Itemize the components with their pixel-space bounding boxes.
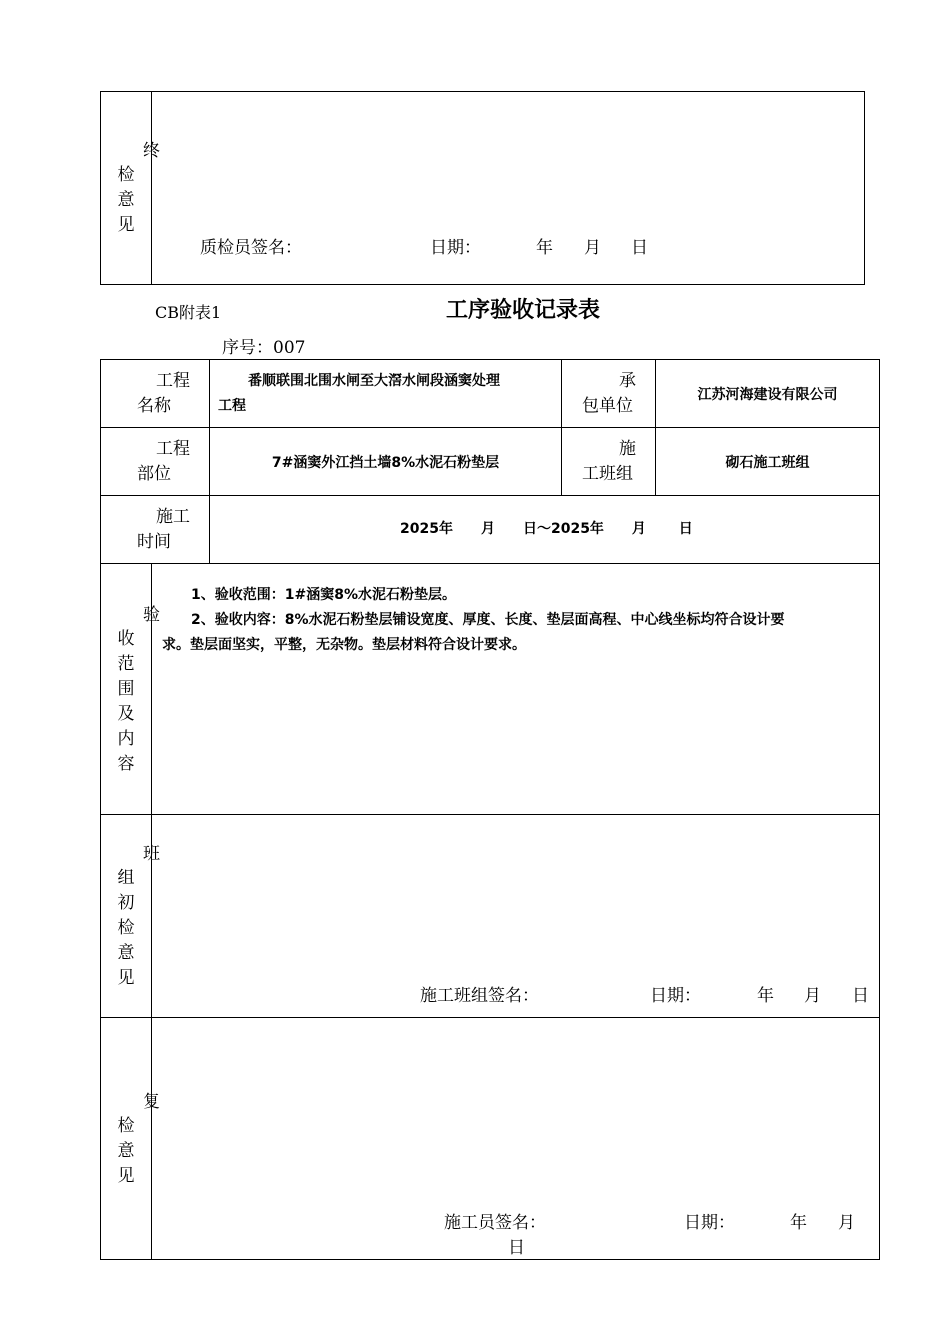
row-divider-2 bbox=[100, 495, 880, 496]
recheck-month: 月 bbox=[838, 1213, 855, 1233]
row-divider-4 bbox=[100, 814, 880, 815]
project-name-label-2: 名称 bbox=[137, 396, 171, 416]
initial-label-first: 班 bbox=[143, 844, 160, 864]
initial-year: 年 bbox=[757, 986, 774, 1006]
contractor-label-2: 包单位 bbox=[582, 396, 633, 416]
final-opinion-label: 检意见 bbox=[117, 165, 135, 235]
team-label-1: 施 bbox=[619, 439, 636, 459]
part-label-1: 工程 bbox=[156, 439, 190, 459]
team-label-2: 工班组 bbox=[582, 464, 633, 484]
scope-line-3: 求。垫层面坚实，平整，无杂物。垫层材料符合设计要求。 bbox=[162, 637, 526, 653]
part-label-2: 部位 bbox=[137, 464, 171, 484]
final-opinion-day: 日 bbox=[631, 238, 648, 258]
page-title: 工序验收记录表 bbox=[446, 298, 601, 323]
recheck-day: 日 bbox=[508, 1238, 525, 1258]
recheck-label: 检意见 bbox=[117, 1116, 135, 1186]
initial-day: 日 bbox=[852, 986, 869, 1006]
time-label-1: 施工 bbox=[156, 507, 190, 527]
final-opinion-year: 年 bbox=[536, 238, 553, 258]
serial-number: 序号：007 bbox=[222, 338, 306, 358]
time-label-2: 时间 bbox=[137, 532, 171, 552]
recheck-label-first: 复 bbox=[143, 1092, 160, 1112]
final-opinion-signature-label: 质检员签名： bbox=[200, 238, 302, 258]
row-divider-3 bbox=[100, 563, 880, 564]
scope-label: 收范围及内容 bbox=[117, 629, 135, 774]
contractor-label-1: 承 bbox=[619, 371, 636, 391]
scope-line-1: 1、验收范围：1#涵窦8%水泥石粉垫层。 bbox=[191, 587, 456, 603]
scope-line-2: 2、验收内容：8%水泥石粉垫层铺设宽度、厚度、长度、垫层面高程、中心线坐标均符合设计要 bbox=[191, 612, 785, 628]
team-value: 砌石施工班组 bbox=[725, 454, 810, 471]
final-opinion-month: 月 bbox=[584, 238, 601, 258]
contractor-value: 江苏河海建设有限公司 bbox=[697, 386, 838, 403]
project-name-label-1: 工程 bbox=[156, 371, 190, 391]
final-opinion-date-label: 日期： bbox=[430, 238, 481, 258]
final-opinion-divider bbox=[151, 92, 152, 284]
row-divider-5 bbox=[100, 1017, 880, 1018]
form-code: CB附表1 bbox=[155, 303, 222, 322]
final-opinion-label-first: 终 bbox=[143, 141, 160, 161]
initial-signature-label: 施工班组签名： bbox=[420, 986, 539, 1006]
col-divider-mid bbox=[561, 360, 562, 495]
initial-label: 组初检意见 bbox=[117, 868, 135, 988]
col-divider-lower bbox=[151, 564, 152, 1260]
scope-label-first: 验 bbox=[143, 605, 160, 625]
initial-month: 月 bbox=[804, 986, 821, 1006]
project-name-value-2: 工程 bbox=[218, 398, 246, 414]
initial-date-label: 日期： bbox=[650, 986, 701, 1006]
time-value: 2025年 月 日～2025年 月 日 bbox=[400, 521, 693, 537]
recheck-year: 年 bbox=[790, 1213, 807, 1233]
part-value: 7#涵窦外江挡土墙8%水泥石粉垫层 bbox=[271, 454, 500, 471]
project-name-value-1: 番顺联围北围水闸至大滘水闸段涵窦处理 bbox=[248, 373, 500, 389]
recheck-date-label: 日期： bbox=[684, 1213, 735, 1233]
recheck-signature-label: 施工员签名： bbox=[444, 1213, 546, 1233]
